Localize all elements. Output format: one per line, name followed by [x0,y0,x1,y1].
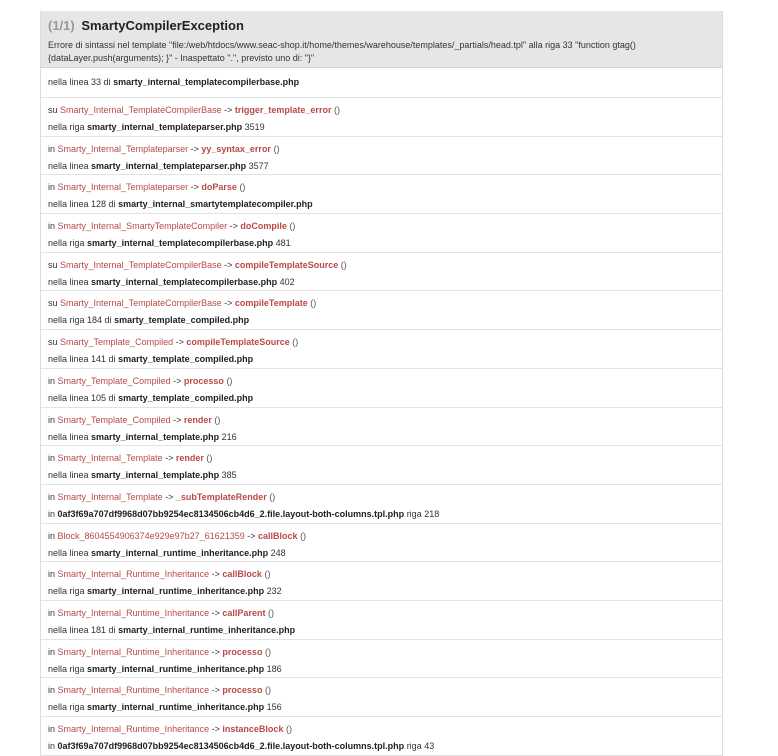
trace-location-prefix: nella linea 33 di [48,77,111,87]
trace-arrow: -> [211,607,220,618]
trace-class: Block_8604554906374e929e97b27_61621359 [57,530,245,541]
trace-file: smarty_internal_templateparser.php [91,160,247,171]
trace-prefix: in [48,414,56,425]
trace-location-prefix: nella riga [48,586,85,597]
trace-parens: () [289,221,296,232]
trace-file: smarty_internal_runtime_inheritance.php [118,624,296,635]
trace-file: smarty_internal_runtime_inheritance.php [87,586,265,597]
trace-prefix: in [48,646,56,657]
trace-line: 156 [266,702,282,713]
exception-message [48,39,715,65]
trace-class: Smarty_Template_Compiled [57,414,171,425]
trace-row [41,601,722,640]
trace-line: 3519 [244,122,265,132]
trace-class: Smarty_Internal_Runtime_Inheritance [57,607,210,618]
trace-function: callBlock [222,569,262,580]
trace-parens: () [206,453,213,464]
trace-location [48,740,715,753]
trace-prefix: in [48,375,56,386]
trace-location-prefix: nella linea [48,160,89,171]
trace-call [48,220,715,233]
trace-function: _subTemplateRender [175,491,267,502]
trace-row [41,640,722,679]
trace-prefix: in [48,724,56,734]
trace-file: smarty_internal_templateparser.php [87,122,243,132]
trace-arrow: -> [173,414,182,425]
trace-prefix: in [48,182,56,193]
trace-prefix: su [48,298,58,309]
trace-call [48,646,715,659]
trace-location-prefix: nella linea [48,547,89,558]
trace-row [41,98,722,137]
trace-function: doParse [201,182,237,193]
trace-location [48,314,715,327]
trace-file: smarty_template_compiled.php [114,315,250,326]
trace-class: Smarty_Internal_Runtime_Inheritance [57,569,210,580]
trace-call [48,297,715,310]
trace-row [41,214,722,253]
trace-row [41,485,722,524]
trace-prefix: in [48,453,56,464]
exception-name: SmartyCompilerException [81,18,244,33]
trace-row [41,678,722,717]
trace-line: 3577 [248,160,269,171]
trace-location [48,160,715,173]
trace-row [41,408,722,447]
trace-prefix: in [48,143,56,154]
trace-file: smarty_template_compiled.php [118,392,254,403]
trace-function: trigger_template_error [234,105,332,115]
trace-call [48,375,715,388]
trace-call [48,143,715,156]
trace-function: compileTemplate [234,298,308,309]
trace-row [41,524,722,563]
trace-call [48,530,715,543]
trace-location [48,121,715,134]
trace-class: Smarty_Internal_Templateparser [57,143,189,154]
trace-prefix: in [48,530,56,541]
trace-row [41,175,722,214]
trace-class: Smarty_Internal_SmartyTemplateCompiler [57,221,228,232]
exception-message-line-2: {dataLayer.push(arguments); }" - Inaspettato ".", previsto uno di: "}" [48,53,315,63]
trace-line: 385 [221,470,237,481]
trace-row [41,562,722,601]
trace-parens: () [239,182,246,193]
trace-prefix: in [48,685,56,696]
trace-location-prefix: nella linea 181 di [48,624,116,635]
trace-line: 232 [266,586,282,597]
trace-file: smarty_internal_runtime_inheritance.php [87,702,265,713]
trace-arrow: -> [190,182,199,193]
trace-class: Smarty_Template_Compiled [57,375,171,386]
trace-class: Smarty_Internal_TemplateCompilerBase [60,298,222,309]
trace-location-prefix: nella linea [48,431,89,442]
trace-location [48,198,715,211]
trace-call [48,414,715,427]
trace-location [48,663,715,676]
trace-parens: () [285,724,292,734]
trace-class: Smarty_Internal_Runtime_Inheritance [57,685,210,696]
trace-arrow: -> [211,646,220,657]
trace-row-origin [41,68,722,98]
exception-title [48,17,715,34]
trace-arrow: -> [211,685,220,696]
trace-call [48,684,715,697]
trace-call [48,723,715,736]
trace-parens: () [292,337,299,348]
stack-trace-list [41,98,722,756]
trace-location [48,585,715,598]
trace-prefix: su [48,105,58,115]
trace-arrow: -> [173,375,182,386]
trace-line: riga 43 [406,741,435,751]
trace-class: Smarty_Template_Compiled [60,337,174,348]
trace-location-prefix: nella linea 105 di [48,392,116,403]
trace-function: processo [222,685,263,696]
trace-location-prefix: nella riga [48,122,85,132]
trace-location-prefix: in [48,741,56,751]
trace-location-prefix: nella riga [48,238,85,249]
trace-file: 0af3f69a707df9968d07bb9254ec8134506cb4d6_2.file.layout-both-columns.tpl.php [57,508,405,519]
trace-location [48,469,715,482]
trace-class: Smarty_Internal_TemplateCompilerBase [60,105,222,115]
exception-header [41,11,722,68]
trace-file: smarty_internal_runtime_inheritance.php [91,547,269,558]
trace-location [48,392,715,405]
trace-prefix: in [48,221,56,232]
trace-parens: () [264,685,271,696]
trace-arrow: -> [229,221,238,232]
trace-arrow: -> [211,724,220,734]
trace-prefix: su [48,259,58,270]
trace-line: riga 218 [406,508,440,519]
trace-class: Smarty_Internal_TemplateCompilerBase [60,259,222,270]
trace-file: smarty_internal_template.php [91,470,220,481]
trace-file: smarty_internal_runtime_inheritance.php [87,663,265,674]
trace-parens: () [310,298,317,309]
trace-row [41,253,722,292]
trace-class: Smarty_Internal_Templateparser [57,182,189,193]
trace-function: render [183,414,212,425]
trace-call [48,491,715,504]
trace-function: instanceBlock [222,724,284,734]
trace-line: 216 [221,431,237,442]
trace-location-prefix: nella linea 141 di [48,354,116,365]
trace-row [41,369,722,408]
trace-line: 186 [266,663,282,674]
trace-location-prefix: in [48,508,56,519]
trace-arrow: -> [224,298,233,309]
trace-arrow: -> [175,337,184,348]
trace-location [48,237,715,250]
trace-function: callBlock [258,530,298,541]
trace-arrow: -> [247,530,256,541]
trace-location-prefix: nella riga 184 di [48,315,112,326]
exception-message-line-1: Errore di sintassi nel template "file:/web/htdocs/www.seac-shop.it/home/themes/warehouse/templates/_partials/head.tpl" alla riga 33 "function gtag() [48,40,636,50]
trace-location [48,547,715,560]
trace-location-prefix: nella linea [48,276,89,287]
trace-prefix: su [48,337,58,348]
trace-function: processo [183,375,224,386]
trace-parens: () [273,143,280,154]
trace-function: callParent [222,607,266,618]
exception-count: (1/1) [48,18,75,33]
trace-parens: () [226,375,233,386]
trace-location [48,431,715,444]
trace-arrow: -> [211,569,220,580]
exception-panel [40,11,723,756]
trace-function: processo [222,646,263,657]
trace-location [48,701,715,714]
trace-prefix: in [48,569,56,580]
trace-function: compileTemplateSource [186,337,290,348]
trace-parens: () [264,646,271,657]
trace-call [48,568,715,581]
trace-parens: () [340,259,347,270]
trace-function: render [175,453,204,464]
trace-file: smarty_internal_smartytemplatecompiler.php [118,199,313,210]
trace-class: Smarty_Internal_Runtime_Inheritance [57,646,210,657]
trace-class: Smarty_Internal_Template [57,453,163,464]
trace-file: smarty_internal_templatecompilerbase.php [91,276,278,287]
trace-arrow: -> [165,453,174,464]
trace-location-prefix: nella riga [48,663,85,674]
trace-function: doCompile [240,221,287,232]
trace-row [41,137,722,176]
trace-class: Smarty_Internal_Runtime_Inheritance [57,724,210,734]
trace-call [48,336,715,349]
trace-location-prefix: nella riga [48,702,85,713]
trace-row [41,446,722,485]
trace-line: 481 [275,238,291,249]
trace-row [41,330,722,369]
trace-arrow: -> [190,143,199,154]
trace-call [48,452,715,465]
trace-location [48,276,715,289]
trace-class: Smarty_Internal_Template [57,491,163,502]
trace-parens: () [333,105,340,115]
trace-arrow: -> [165,491,174,502]
trace-call [48,104,715,117]
trace-location [48,624,715,637]
trace-function: compileTemplateSource [234,259,339,270]
trace-location-prefix: nella linea [48,470,89,481]
trace-file: smarty_internal_template.php [91,431,220,442]
trace-call [48,181,715,194]
trace-location [48,76,715,89]
trace-arrow: -> [224,105,233,115]
trace-parens: () [300,530,307,541]
trace-prefix: in [48,491,56,502]
trace-parens: () [269,491,276,502]
trace-call [48,259,715,272]
trace-call [48,607,715,620]
trace-row [41,291,722,330]
trace-line: 402 [279,276,295,287]
trace-file: 0af3f69a707df9968d07bb9254ec8134506cb4d6_2.file.layout-both-columns.tpl.php [57,741,405,751]
trace-file: smarty_template_compiled.php [118,354,254,365]
trace-arrow: -> [224,259,233,270]
trace-location [48,508,715,521]
trace-prefix: in [48,607,56,618]
trace-location-prefix: nella linea 128 di [48,199,116,210]
trace-file: smarty_internal_templatecompilerbase.php [113,77,300,87]
trace-function: yy_syntax_error [201,143,271,154]
trace-parens: () [264,569,271,580]
trace-line: 248 [270,547,286,558]
trace-file: smarty_internal_templatecompilerbase.php [87,238,274,249]
trace-parens: () [214,414,221,425]
trace-location [48,353,715,366]
trace-parens: () [267,607,274,618]
